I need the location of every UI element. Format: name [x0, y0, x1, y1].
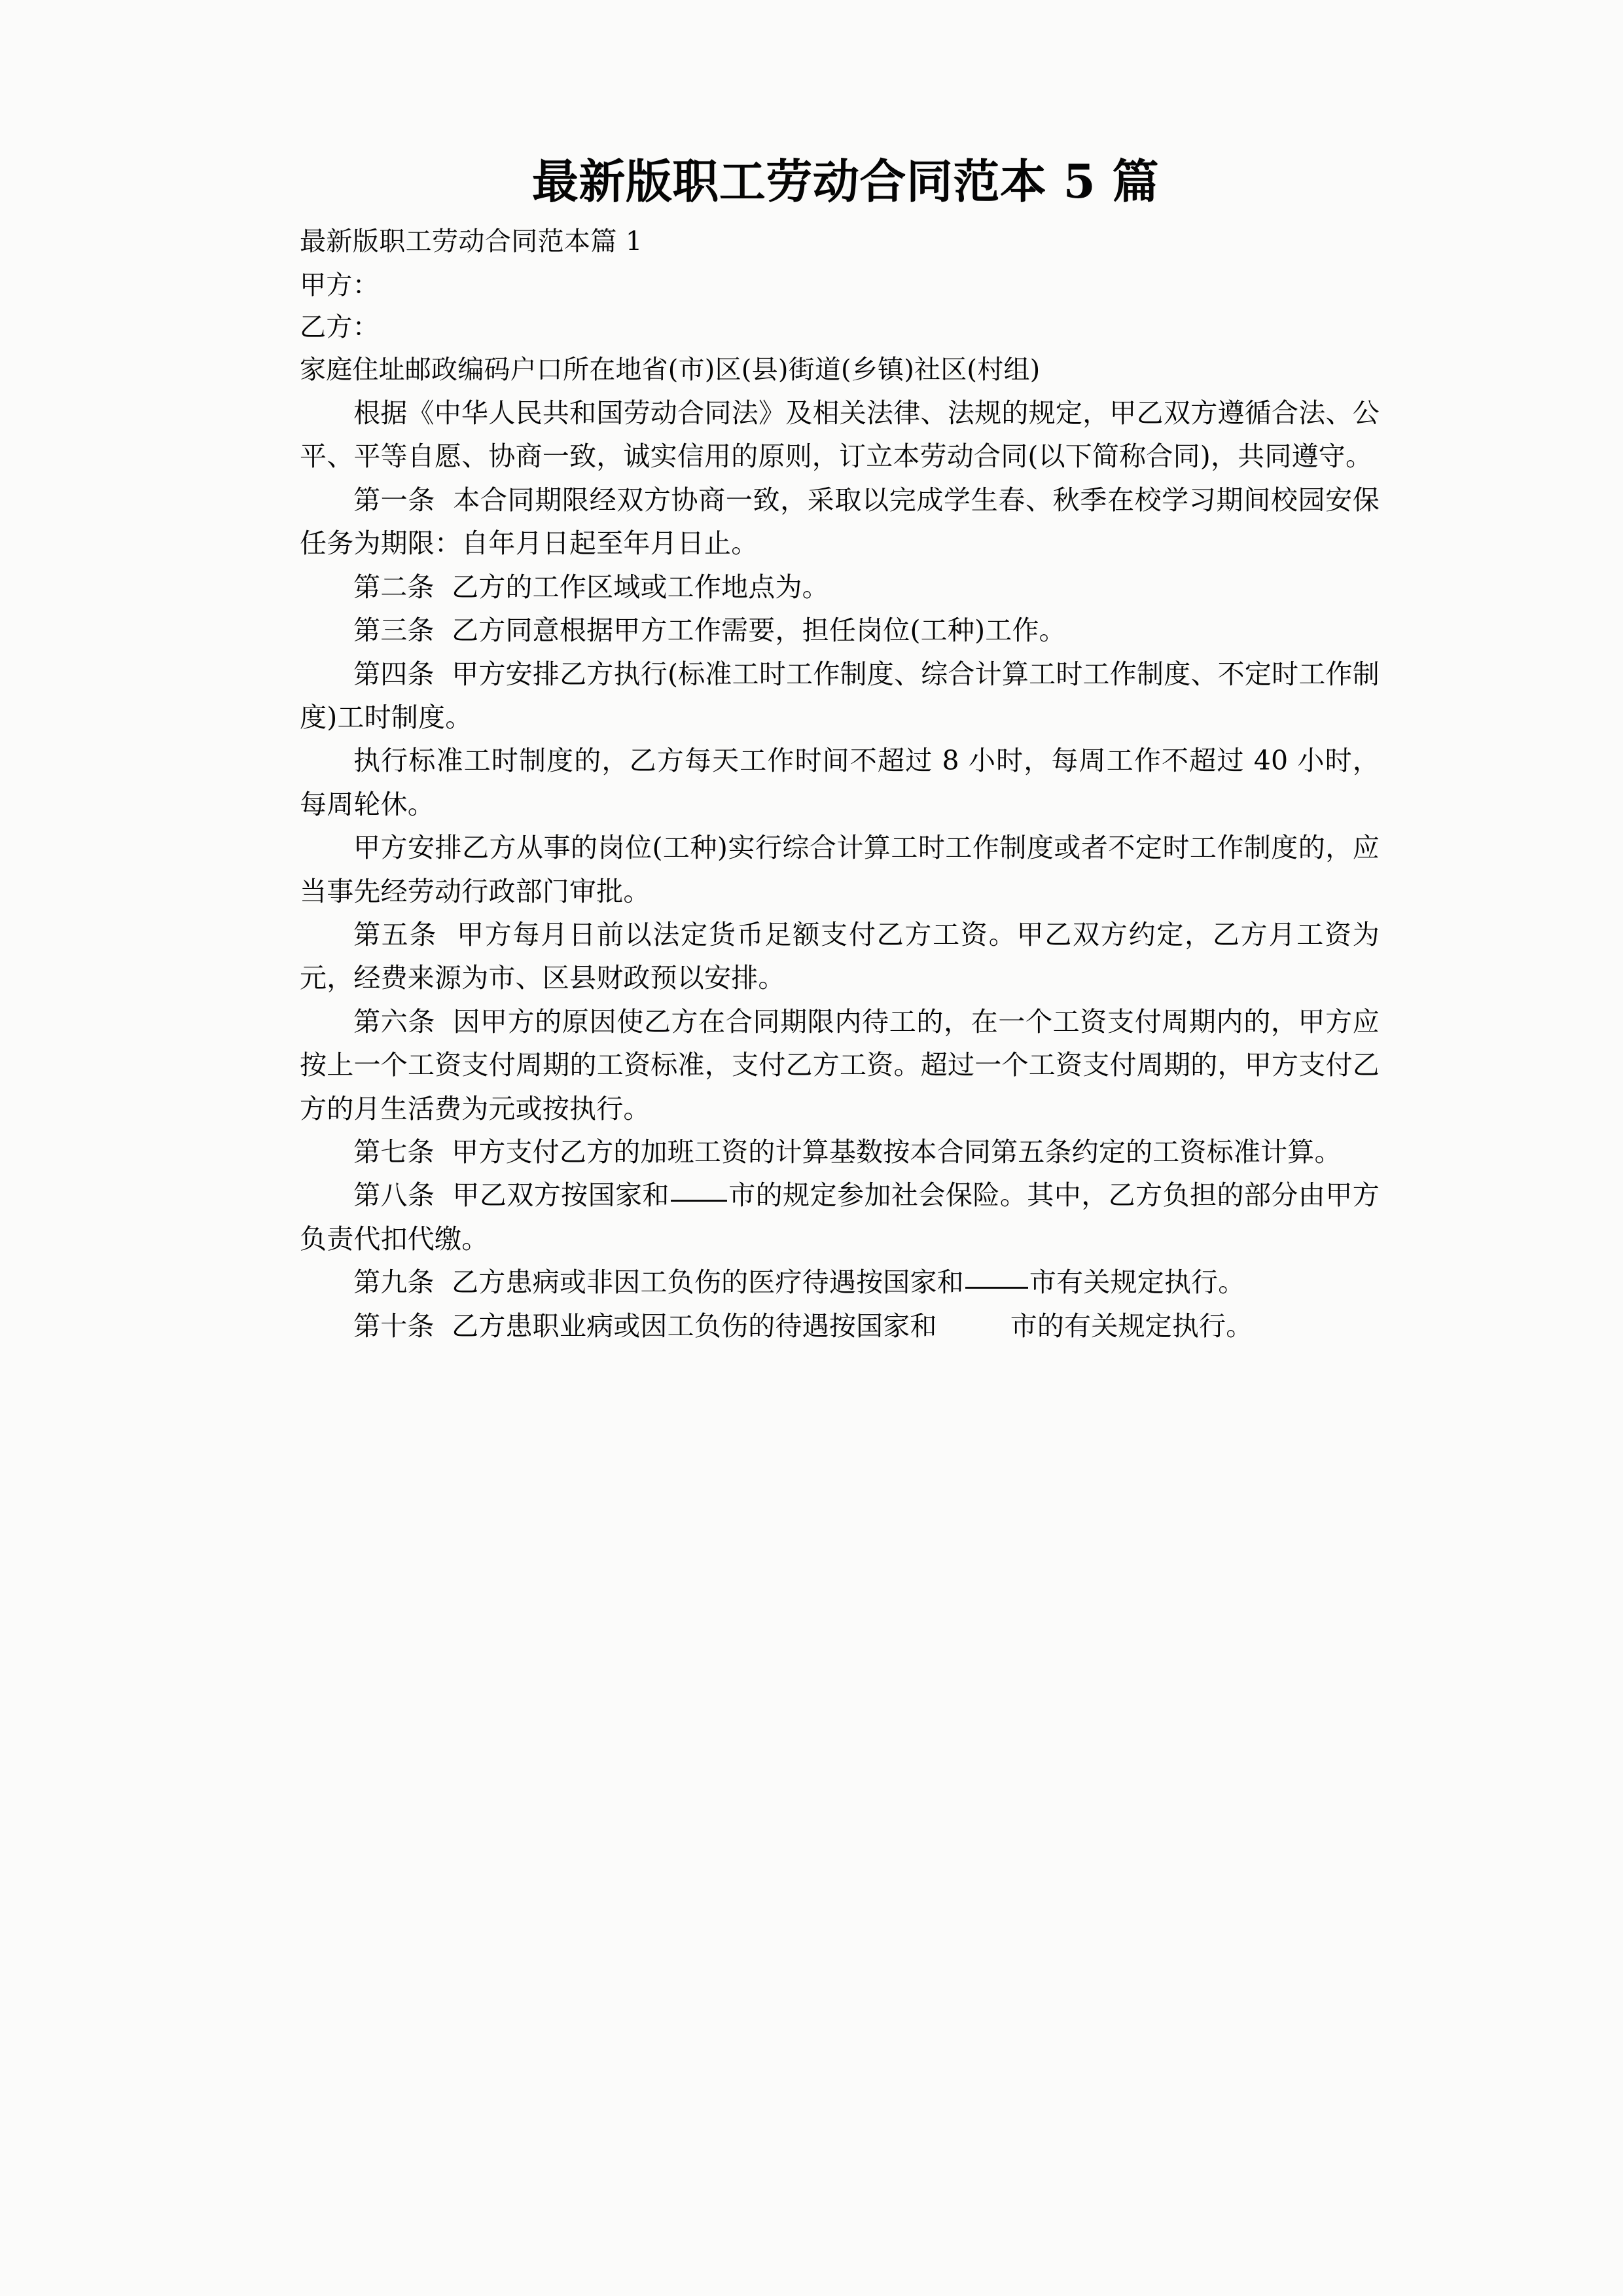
clause-1-text: 本合同期限经双方协商一致，采取以完成学生春、秋季在校学习期间校园安保任务为期限：自年月日起至年月日止。 [300, 484, 1380, 560]
clause-5-number: 第五条 [353, 918, 438, 950]
clause-9-blank-field[interactable] [965, 1287, 1028, 1289]
clause-3-number: 第三条 [353, 615, 435, 647]
clause-8-text-before: 甲乙双方按国家和 [452, 1179, 670, 1211]
clause-10-text-after: 市的有关规定执行。 [1010, 1310, 1253, 1342]
clause-1-number: 第一条 [353, 484, 435, 516]
clause-8-text-after: 市的规定参加社会保险。其中，乙方负担的部分由甲方负责代扣代缴。 [300, 1179, 1380, 1255]
party-a-label: 甲方： [300, 270, 380, 300]
clause-10-number: 第十条 [353, 1310, 435, 1342]
clause-4-number: 第四条 [353, 658, 435, 690]
clause-9-number: 第九条 [353, 1266, 435, 1299]
clause-7 [300, 1130, 1380, 1174]
clause-4-text: 甲方安排乙方执行(标准工时工作制度、综合计算工时工作制度、不定时工作制度)工时制度。 [300, 658, 1380, 733]
preamble-paragraph: 根据《中华人民共和国劳动合同法》及相关法律、法规的规定，甲乙双方遵循合法、公平、平等自愿、协商一致，诚实信用的原则，订立本劳动合同(以下简称合同)，共同遵守。 [300, 397, 1380, 473]
document-content [300, 152, 1380, 1348]
address-line: 家庭住址邮政编码户口所在地省(市)区(县)街道(乡镇)社区(村组) [300, 355, 1041, 386]
clause-7-number: 第七条 [353, 1136, 435, 1168]
clause-5-text: 甲方每月日前以法定货币足额支付乙方工资。甲乙双方约定，乙方月工资为元，经费来源为市、区县财政预以安排。 [300, 918, 1380, 994]
page-title: 最新版职工劳动合同范本 5 篇 [531, 154, 1160, 209]
clause-3-text: 乙方同意根据甲方工作需要，担任岗位(工种)工作。 [452, 615, 1066, 647]
paragraph-standard-hours: 执行标准工时制度的，乙方每天工作时间不超过 8 小时，每周工作不超过 40 小时，每周轮休。 [300, 745, 1380, 820]
clause-1 [300, 478, 1380, 565]
party-b-label: 乙方： [300, 312, 380, 343]
clause-9 [300, 1261, 1380, 1304]
clause-2 [300, 565, 1380, 609]
clause-6-number: 第六条 [353, 1005, 435, 1037]
clause-7-text: 甲方支付乙方的加班工资的计算基数按本合同第五条约定的工资标准计算。 [452, 1136, 1342, 1168]
clause-8-number: 第八条 [353, 1179, 435, 1211]
clause-9-text-after: 市有关规定执行。 [1029, 1266, 1245, 1299]
clause-10-text-before: 乙方患职业病或因工负伤的待遇按国家和 [452, 1310, 937, 1342]
clause-2-number: 第二条 [353, 571, 435, 603]
clause-6 [300, 1000, 1380, 1130]
clause-2-text: 乙方的工作区域或工作地点为。 [452, 571, 829, 603]
clause-5 [300, 913, 1380, 1000]
clause-6-text: 因甲方的原因使乙方在合同期限内待工的，在一个工资支付周期内的，甲方应按上一个工资支付周期的工资标准，支付乙方工资。超过一个工资支付周期的，甲方支付乙方的月生活费为元或按执行。 [300, 1005, 1380, 1124]
paragraph-comprehensive-hours: 甲方安排乙方从事的岗位(工种)实行综合计算工时工作制度或者不定时工作制度的，应当事先经劳动行政部门审批。 [300, 832, 1380, 907]
document-subtitle: 最新版职工劳动合同范本篇 1 [300, 226, 643, 257]
clause-3 [300, 609, 1380, 652]
clause-9-text-before: 乙方患病或非因工负伤的医疗待遇按国家和 [452, 1266, 964, 1299]
clause-8 [300, 1174, 1380, 1261]
clause-8-blank-field[interactable] [671, 1200, 727, 1202]
clause-4 [300, 653, 1380, 740]
clause-10 [300, 1304, 1380, 1348]
